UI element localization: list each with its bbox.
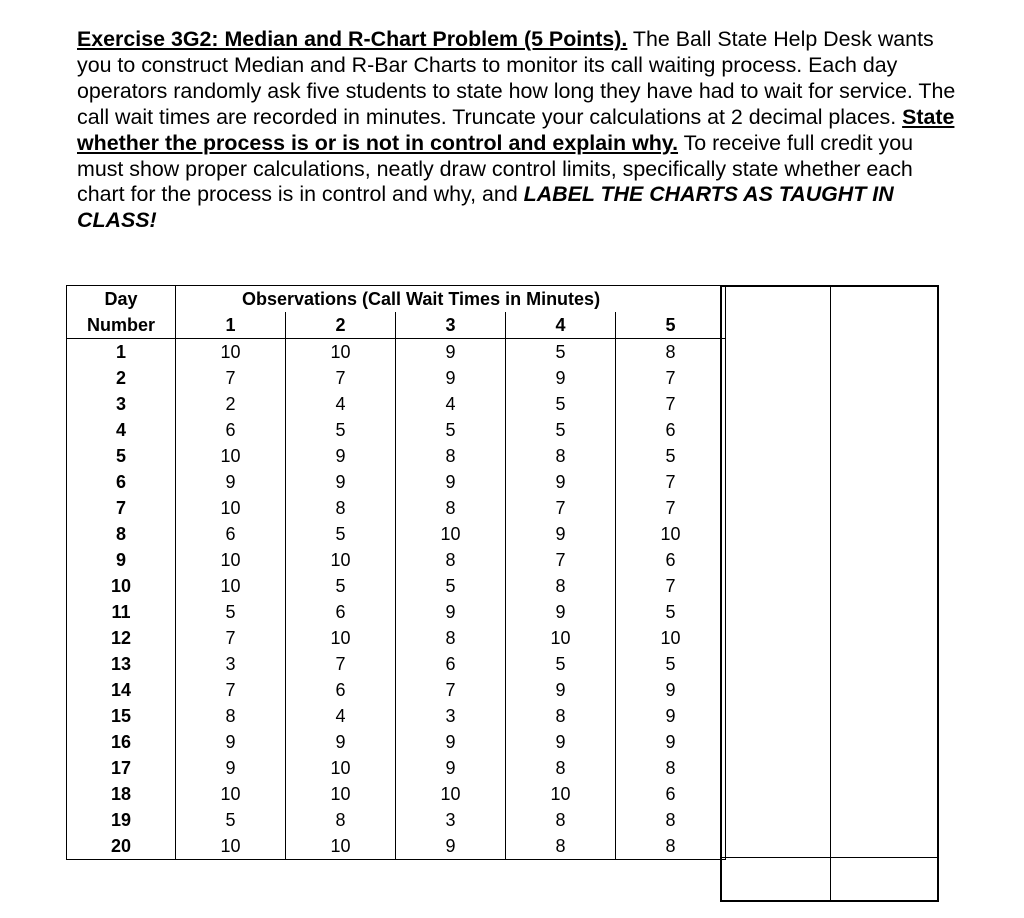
blank-work-grid [720, 285, 939, 902]
observation-column-header: 1 [176, 312, 286, 339]
observation-cell: 9 [506, 365, 616, 391]
observation-column-header: 2 [286, 312, 396, 339]
observation-cell: 8 [616, 339, 726, 366]
day-number-cell: 3 [67, 391, 176, 417]
observation-cell: 9 [286, 469, 396, 495]
observation-cell: 9 [286, 729, 396, 755]
observation-cell: 9 [506, 729, 616, 755]
observation-cell: 7 [616, 391, 726, 417]
observation-cell: 5 [616, 599, 726, 625]
observation-cell: 8 [506, 703, 616, 729]
observation-cell: 9 [286, 443, 396, 469]
observation-cell: 7 [506, 495, 616, 521]
observation-cell: 8 [506, 443, 616, 469]
day-number-cell: 1 [67, 339, 176, 366]
observation-cell: 8 [396, 547, 506, 573]
day-number-cell: 19 [67, 807, 176, 833]
observation-cell: 10 [176, 339, 286, 366]
observation-cell: 5 [176, 807, 286, 833]
observation-cell: 7 [176, 677, 286, 703]
table-row [67, 469, 726, 495]
observation-cell: 9 [396, 365, 506, 391]
observation-column-header: 5 [616, 312, 726, 339]
observation-cell: 8 [506, 807, 616, 833]
observation-cell: 10 [176, 833, 286, 860]
observation-cell: 5 [396, 573, 506, 599]
day-number-cell: 5 [67, 443, 176, 469]
day-number-cell: 2 [67, 365, 176, 391]
day-number-cell: 4 [67, 417, 176, 443]
observation-cell: 7 [176, 365, 286, 391]
observations-table [66, 285, 726, 860]
observation-column-header: 4 [506, 312, 616, 339]
exercise-label-note: LABEL THE CHARTS AS TAUGHT IN CLASS! [77, 182, 894, 233]
observation-cell: 8 [396, 443, 506, 469]
exercise-body-2: To receive full credit you must show proper calculations, neatly draw control limits, specifically state whether each chart for the process is in control and why, and [77, 130, 914, 207]
day-number-cell: 9 [67, 547, 176, 573]
observation-cell: 8 [616, 833, 726, 860]
observation-cell: 9 [506, 469, 616, 495]
observation-cell: 9 [396, 755, 506, 781]
observation-cell: 7 [176, 625, 286, 651]
day-number-cell: 20 [67, 833, 176, 860]
table-row [67, 339, 726, 366]
day-number-cell: 15 [67, 703, 176, 729]
observation-cell: 5 [616, 651, 726, 677]
grid-divider-horizontal [722, 857, 937, 858]
observation-cell: 10 [286, 755, 396, 781]
observation-cell: 8 [286, 807, 396, 833]
column-header-row [67, 312, 726, 339]
day-header: Day [67, 286, 176, 313]
table-row [67, 781, 726, 807]
observation-cell: 5 [176, 599, 286, 625]
observation-cell: 5 [286, 417, 396, 443]
observation-cell: 10 [176, 547, 286, 573]
observation-cell: 9 [176, 469, 286, 495]
exercise-instructions [77, 27, 957, 234]
observation-cell: 6 [616, 781, 726, 807]
day-number-cell: 17 [67, 755, 176, 781]
observation-cell: 4 [396, 391, 506, 417]
observation-cell: 7 [616, 365, 726, 391]
observation-column-header: 3 [396, 312, 506, 339]
observation-cell: 8 [506, 755, 616, 781]
observation-cell: 10 [616, 521, 726, 547]
observation-cell: 9 [396, 729, 506, 755]
observation-cell: 6 [176, 521, 286, 547]
observation-cell: 6 [616, 417, 726, 443]
observation-cell: 8 [396, 495, 506, 521]
day-number-cell: 14 [67, 677, 176, 703]
table-row [67, 599, 726, 625]
day-number-cell: 6 [67, 469, 176, 495]
observation-cell: 7 [616, 573, 726, 599]
table-row [67, 391, 726, 417]
observation-cell: 9 [616, 677, 726, 703]
observation-cell: 9 [396, 469, 506, 495]
observation-cell: 5 [506, 417, 616, 443]
observation-cell: 10 [286, 833, 396, 860]
observation-cell: 8 [616, 807, 726, 833]
day-number-cell: 7 [67, 495, 176, 521]
day-number-cell: 11 [67, 599, 176, 625]
observations-body [67, 339, 726, 860]
observation-cell: 10 [176, 495, 286, 521]
observation-cell: 9 [396, 599, 506, 625]
table-row [67, 573, 726, 599]
table-row [67, 807, 726, 833]
table-row [67, 625, 726, 651]
table-row [67, 495, 726, 521]
observation-cell: 5 [506, 339, 616, 366]
observation-cell: 6 [286, 677, 396, 703]
observation-cell: 9 [506, 677, 616, 703]
observation-cell: 5 [286, 573, 396, 599]
table-row [67, 677, 726, 703]
exercise-body-1: The Ball State Help Desk wants you to construct Median and R-Bar Charts to monitor its call waiting process. Each day operators randomly ask five students to state how long they have had to wait for service. The call wait times are recorded in minutes. Truncate your calculations at 2 decimal places. [77, 27, 956, 129]
exercise-heading: Exercise 3G2: Median and R-Chart Problem (5 Points). [77, 27, 628, 51]
observation-cell: 9 [176, 755, 286, 781]
observation-cell: 7 [286, 651, 396, 677]
observation-cell: 7 [396, 677, 506, 703]
observation-cell: 5 [506, 391, 616, 417]
observation-cell: 9 [396, 339, 506, 366]
observation-cell: 6 [616, 547, 726, 573]
observation-cell: 5 [506, 651, 616, 677]
observation-cell: 8 [396, 625, 506, 651]
observations-header: Observations (Call Wait Times in Minutes) [176, 286, 726, 313]
observation-cell: 7 [616, 495, 726, 521]
observation-cell: 10 [616, 625, 726, 651]
observation-cell: 8 [176, 703, 286, 729]
day-number-cell: 10 [67, 573, 176, 599]
observation-cell: 9 [506, 521, 616, 547]
table-row [67, 833, 726, 860]
observation-cell: 6 [396, 651, 506, 677]
observation-cell: 6 [286, 599, 396, 625]
observation-cell: 3 [396, 703, 506, 729]
observation-cell: 10 [176, 781, 286, 807]
observation-cell: 8 [506, 573, 616, 599]
table-row [67, 365, 726, 391]
observation-cell: 7 [286, 365, 396, 391]
observation-cell: 5 [396, 417, 506, 443]
observation-cell: 9 [506, 599, 616, 625]
observation-cell: 10 [506, 625, 616, 651]
observation-cell: 8 [506, 833, 616, 860]
observation-cell: 4 [286, 391, 396, 417]
table-row [67, 755, 726, 781]
observation-cell: 4 [286, 703, 396, 729]
observation-cell: 6 [176, 417, 286, 443]
day-number-cell: 12 [67, 625, 176, 651]
observation-cell: 9 [616, 729, 726, 755]
observation-cell: 10 [286, 339, 396, 366]
observation-cell: 9 [396, 833, 506, 860]
table-row [67, 521, 726, 547]
observation-cell: 10 [286, 625, 396, 651]
observation-cell: 10 [176, 573, 286, 599]
observation-cell: 10 [396, 781, 506, 807]
day-number-cell: 13 [67, 651, 176, 677]
observation-cell: 9 [616, 703, 726, 729]
observation-cell: 2 [176, 391, 286, 417]
observation-cell: 10 [396, 521, 506, 547]
observation-cell: 10 [286, 781, 396, 807]
observation-cell: 3 [176, 651, 286, 677]
observation-cell: 8 [286, 495, 396, 521]
observation-cell: 10 [176, 443, 286, 469]
day-number-header: Number [67, 312, 176, 339]
table-row [67, 729, 726, 755]
table-row [67, 651, 726, 677]
day-number-cell: 16 [67, 729, 176, 755]
observation-cell: 9 [176, 729, 286, 755]
observation-cell: 7 [616, 469, 726, 495]
observation-cell: 5 [616, 443, 726, 469]
table-row [67, 547, 726, 573]
day-number-cell: 8 [67, 521, 176, 547]
grid-divider-vertical [830, 287, 831, 900]
observation-cell: 7 [506, 547, 616, 573]
exercise-emphasis: State whether the process is or is not in control and explain why. [77, 104, 955, 155]
observation-cell: 5 [286, 521, 396, 547]
table-row [67, 443, 726, 469]
observation-cell: 10 [286, 547, 396, 573]
observation-cell: 8 [616, 755, 726, 781]
day-number-cell: 18 [67, 781, 176, 807]
table-row [67, 417, 726, 443]
observation-cell: 10 [506, 781, 616, 807]
observation-cell: 3 [396, 807, 506, 833]
table-row [67, 703, 726, 729]
